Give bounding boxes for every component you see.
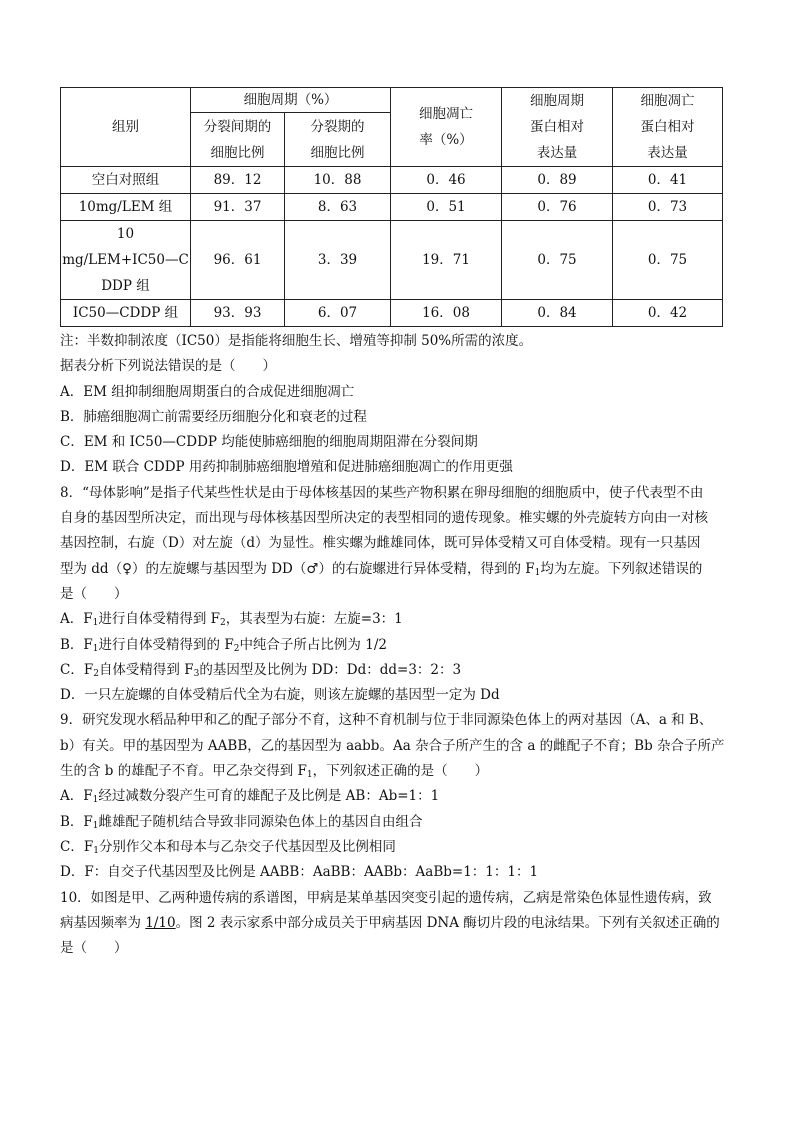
q8-stem-line: 是（ ）: [60, 585, 128, 602]
q9-option-a: A．$F_1$经过减数分裂产生可育的雄配子及比例是 AB：Ab=1：1: [60, 788, 440, 806]
q10-stem-line: 10．如图是甲、乙两种遗传病的系谱图，甲病是某单基因突变引起的遗传病，乙病是常染色体显性遗传病，致: [60, 889, 712, 906]
q8-stem-line: 基因控制，右旋（D）对左旋（d）为显性。椎实螺为雌雄同体，既可异体受精又可自体受精。现有一只基因: [60, 535, 701, 552]
cell-cycle-protein: 0．75: [502, 221, 613, 300]
cell-apoptosis-protein: 0．42: [613, 300, 723, 327]
cell-apoptosis-protein: 0．75: [613, 221, 723, 300]
cell-group: 10mg/LEM 组: [61, 194, 191, 221]
cell-rate: 0．51: [391, 194, 502, 221]
table-row: [61, 300, 723, 327]
q10-stem-line: 是（ ）: [60, 940, 128, 957]
cell-interphase: 93．93: [191, 300, 285, 327]
q8-option-c: C．$F_2$自体受精得到 $F_3$的基因型及比例为 DD：Dd：dd=3：2：3: [60, 661, 462, 679]
header-cell-cycle: 细胞周期（%）: [191, 88, 391, 113]
header-cycle-protein: 细胞周期 蛋白相对 表达量: [502, 88, 613, 167]
cell-rate: 19．71: [391, 221, 502, 300]
cell-rate: 0．46: [391, 167, 502, 194]
cell-group: 空白对照组: [61, 167, 191, 194]
q7-stem: 据表分析下列说法错误的是（ ）: [60, 358, 276, 375]
cell-cycle-protein: 0．76: [502, 194, 613, 221]
cell-group: IC50—CDDP 组: [61, 300, 191, 327]
q7-option-b: B．肺癌细胞凋亡前需要经历细胞分化和衰老的过程: [60, 408, 367, 425]
q9-option-d: D．F：自交子代基因型及比例是 AABB：AaBB：AABb：AaBb=1：1：1：1: [60, 864, 539, 881]
cell-interphase: 89．12: [191, 167, 285, 194]
cell-mitosis: 8．63: [285, 194, 391, 221]
cell-mitosis: 10．88: [285, 167, 391, 194]
cell-cycle-protein: 0．84: [502, 300, 613, 327]
question-body: [60, 329, 724, 961]
q9-stem-line: 9．研究发现水稻品种甲和乙的配子部分不育，这种不育机制与位于非同源染色体上的两对基因（A、a 和 B、: [60, 712, 713, 729]
q8-stem-line: 8．“母体影响”是指子代某些性状是由于母体核基因的某些产物积累在卵母细胞的细胞质中，使子代表型不由: [60, 484, 704, 501]
header-mitosis: 分裂期的 细胞比例: [285, 113, 391, 167]
results-table: [60, 87, 723, 327]
cell-apoptosis-protein: 0．41: [613, 167, 723, 194]
q9-option-b: B．$F_1$雌雄配子随机结合导致非同源染色体上的基因自由组合: [60, 813, 423, 831]
q8-stem-line: 型为 dd（♀）的左旋螺与基因型为 DD（♂）的右旋螺进行异体受精，得到的 $F_1$均为左旋。下列叙述错误的: [60, 560, 703, 578]
q8-option-a: A．$F_1$进行自体受精得到 $F_2$，其表型为右旋：左旋=3：1: [60, 611, 403, 629]
table-row: [61, 221, 723, 300]
cell-mitosis: 3．39: [285, 221, 391, 300]
table-row: [61, 194, 723, 221]
q9-stem-line: 生的含 b 的雄配子不育。甲乙杂交得到 $F_1$，下列叙述正确的是（ ）: [60, 763, 489, 781]
cell-apoptosis-protein: 0．73: [613, 194, 723, 221]
header-interphase: 分裂间期的 细胞比例: [191, 113, 285, 167]
cell-rate: 16．08: [391, 300, 502, 327]
cell-interphase: 91．37: [191, 194, 285, 221]
header-apoptosis-protein: 细胞凋亡 蛋白相对 表达量: [613, 88, 723, 167]
q8-option-b: B．$F_1$进行自体受精得到的 $F_2$中纯合子所占比例为 1/2: [60, 636, 387, 654]
q7-option-d: D．EM 联合 CDDP 用药抑制肺癌细胞增殖和促进肺癌细胞凋亡的作用更强: [60, 459, 513, 476]
cell-cycle-protein: 0．89: [502, 167, 613, 194]
table-row: [61, 167, 723, 194]
q7-option-a: A．EM 组抑制细胞周期蛋白的合成促进细胞凋亡: [60, 383, 355, 400]
q10-stem-line: 病基因频率为 1/10。图 2 表示家系中部分成员关于甲病基因 DNA 酶切片段的电泳结果。下列有关叙述正确的: [60, 914, 720, 931]
cell-group: 10 mg/LEM+IC50—C DDP 组: [61, 221, 191, 300]
table-note: 注：半数抑制浓度（IC50）是指能将细胞生长、增殖等抑制 50%所需的浓度。: [60, 333, 533, 349]
q7-option-c: C．EM 和 IC50—CDDP 均能使肺癌细胞的细胞周期阻滞在分裂间期: [60, 434, 478, 451]
q8-option-d: D．一只左旋螺的自体受精后代全为右旋，则该左旋螺的基因型一定为 Dd: [60, 687, 500, 704]
cell-interphase: 96．61: [191, 221, 285, 300]
page: [60, 87, 724, 961]
cell-mitosis: 6．07: [285, 300, 391, 327]
q8-stem-line: 自身的基因型所决定，而出现与母体核基因型所决定的表型相同的遗传现象。椎实螺的外壳旋转方向由一对核: [60, 510, 708, 527]
q9-stem-line: b）有关。甲的基因型为 AABB，乙的基因型为 aabb。Aa 杂合子所产生的含 a 的雌配子不育；Bb 杂合子所产: [60, 737, 725, 754]
header-apoptosis-rate: 细胞凋亡 率（%）: [391, 88, 502, 167]
header-group: 组别: [61, 88, 191, 167]
q9-option-c: C．$F_1$分别作父本和母本与乙杂交子代基因型及比例相同: [60, 838, 396, 856]
